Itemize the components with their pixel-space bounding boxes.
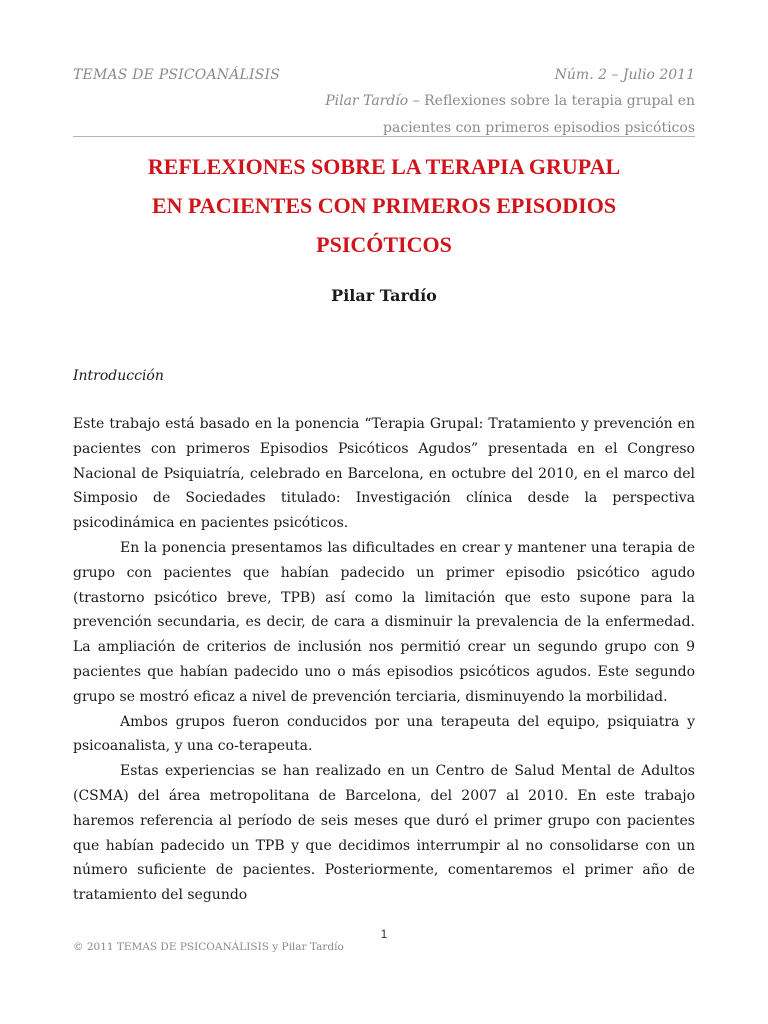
issue-info: Núm. 2 – Julio 2011 (554, 67, 695, 83)
journal-name: TEMAS DE PSICOANÁLISIS (73, 67, 281, 83)
header-rule (73, 136, 695, 137)
copyright-footer: © 2011 TEMAS DE PSICOANÁLISIS y Pilar Tardío (73, 941, 344, 953)
paragraph-1: Este trabajo está basado en la ponencia “Terapia Grupal: Tratamiento y prevención en pacientes con primeros Episodios Psicóticos Agudos” presentada en el Congreso Nacional de Psiquiatría, celebrado en Barcelona, en octubre del 2010, en el marco del Simposio de Sociedades titulado: Investigación clínica desde la perspectiva psicodinámica en pacientes psicóticos. (73, 416, 695, 532)
title-line-2: EN PACIENTES CON PRIMEROS EPISODIOS (151, 193, 617, 218)
title-line-3: PSICÓTICOS (316, 232, 452, 257)
title-line-1: REFLEXIONES SOBRE LA TERAPIA GRUPAL (147, 154, 621, 179)
document-page (73, 0, 695, 1024)
running-title-line-1 (325, 93, 695, 109)
section-heading: Introducción (73, 368, 164, 384)
article-title (73, 147, 695, 264)
running-title-part-1: – Reflexiones sobre la terapia grupal en (408, 93, 695, 109)
paragraph-4: Estas experiencias se han realizado en un Centro de Salud Mental de Adultos (CSMA) del área metropolitana de Barcelona, del 2007 al 2010. En este trabajo haremos referencia al período de seis meses que duró el primer grupo con pacientes que habían padecido un TPB y que decidimos interrumpir al no consolidarse con un número suficiente de pacientes. Posteriormente, comentaremos el primer año de tratamiento del segundo (73, 763, 695, 904)
paragraph-3: Ambos grupos fueron conducidos por una terapeuta del equipo, psiquiatra y psicoanalista, y una co-terapeuta. (73, 713, 695, 755)
page-number: 1 (380, 927, 388, 941)
article-author: Pilar Tardío (331, 286, 437, 305)
article-body (73, 412, 695, 908)
paragraph-2: En la ponencia presentamos las dificultades en crear y mantener una terapia de grupo con pacientes que habían padecido un primer episodio psicótico agudo (trastorno psicótico breve, TPB) así como la limitación que esto supone para la prevención secundaria, es decir, de cara a disminuir la prevalencia de la enfermedad. La ampliación de criterios de inclusión nos permitió crear un segundo grupo con 9 pacientes que habían padecido uno o más episodios psicóticos agudos. Este segundo grupo se mostró eficaz a nivel de prevención terciaria, disminuyendo la morbilidad. (73, 539, 695, 705)
running-title-line-2: pacientes con primeros episodios psicóticos (383, 120, 695, 136)
running-author: Pilar Tardío (325, 93, 409, 109)
